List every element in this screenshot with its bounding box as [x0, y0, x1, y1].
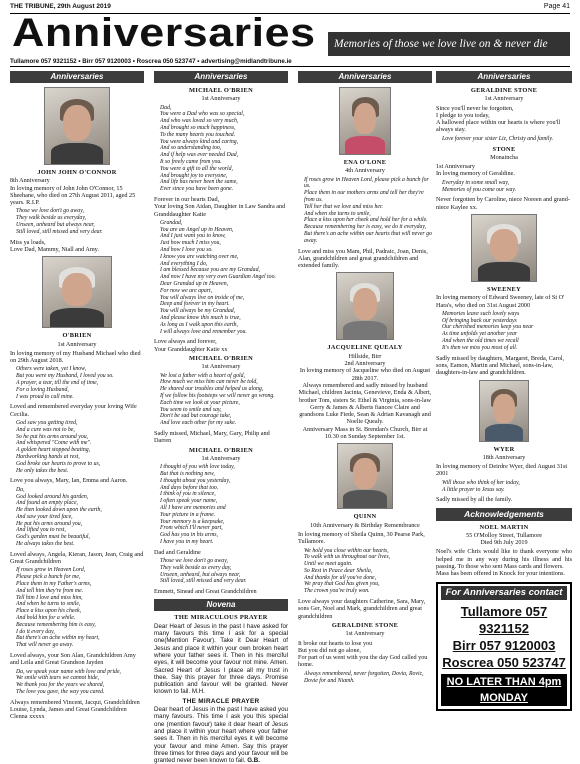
notice-signature: Forever in our hearts Dad, Your loving Son Aidan, Daughter in Law Sandra and Granddaughter Katie [154, 195, 286, 218]
notice-name: ENA O'LONE [343, 159, 387, 166]
column-1 [10, 71, 144, 727]
notice-text: In loving memory of Sheila Quinn, 30 Pearse Park, Tullamore. [298, 530, 425, 546]
notice-subtitle: 1st Anniversary [201, 363, 241, 371]
notice-signature: Love always your daughters Catherine, Sara, Mary, sons Ger, Noel and Mark, grandchildren and great grandchildren [298, 598, 426, 620]
notice-poem: Da, God looked around his garden, And found an empty place, He then looked down upon the earth, And saw your tired face, He put his arms around you, And lifted you to rest, God's garden must be beautiful, He always takes the best. [16, 486, 102, 548]
notice-name: SWEENEY [486, 285, 522, 293]
notice-poem: I thought of you with love today, But that is nothing new, I thought about you yesterday, And days before that too. I think of you in silence, I often speak your name, All I have are memories and Your picture in a frame. Your memory is a keepsake, From which I'll never part, God has you in his arms, I have you in my heart. [160, 464, 235, 545]
paper-date: THE TRIBUNE, 29th August 2019 [10, 3, 111, 10]
notice-subtitle: Monaincha [490, 153, 518, 161]
portrait-photo-oconnor [44, 87, 110, 165]
phone-roscrea: Roscrea 050 523747 [442, 654, 566, 670]
notice-subtitle: 1st Anniversary [201, 454, 241, 462]
notice-signature: Loved and remembered everyday your loving Wife Cecilia. [10, 403, 137, 418]
section-tagline: Memories of those we love live on & never die [328, 32, 570, 56]
notice-signature: Always remembered Vincent, Jacqui, Grandchildren Louise, Lynda, James and Great Grandchildren Clenna xxxxx [10, 698, 140, 721]
notice-poem: Those we love don't go away, They walk beside us everyday, Unseen, unheard but always near, Still loved, still missed and very dear. [16, 208, 103, 235]
notice-text: Since you'll never be forgotten, I pledge to you today, A hallowed place within our hearts is where you'll always stay. [436, 104, 561, 134]
notice-text: Noel's wife Chris would like to thank everyone who helped me in any way during his illness and his passing. To those who sent Mass cards and flowers. Mass has been offered in Knock for your intentions. [436, 548, 572, 578]
notice-poem: Dad, You were a Dad who was so special, And who was loved so very much, And brought so much happiness, To the many hearts you touched. You were always kind and caring, And so understanding too, And if help was ever needed Dad, It so freely came from you. You were a gift to all the world, And brought joy to everyone, And life has never been the same, Ever since you have been gone. [160, 104, 245, 193]
notice-text: Hillside, Birr 2nd Anniversary In loving memory of Jacqueline who died on August 28th 2017. Always remembered and sadly missed by husband Michael, children Jacinta, Genevieve, Enda & Albert, brother Tom, sisters Sr. Ethel & Virginia, sons-in-law Gerry & James & Alberts fiancee Claire and grandsons Luke Fiede, Sean & Adrian Kavanagh and Noelie Quealy. Anniversary Mass in St. Brendan's Church, Birr at 10.30 on Sunday September 1st. [298, 352, 432, 441]
notice-text: 1st Anniversary In loving memory of Geraldine. [436, 163, 515, 178]
prayer-text: Dear Heart of Jesus in the past I have asked for many favours this time I ask for a special one(Mention Favour). Take it Dear Heart of Jesus and place it within your own broken heart where your father sees it. Then in his merciful eyes, it will become your favour not mine. Amen. Sacred Heart of Jesus I place all my trust in thee. Say this prayer for three days. Promise publication and favour will be granted. Never known to fail. M.H. [154, 622, 288, 696]
notice-name: STONE [492, 145, 516, 153]
notice-text: In loving memory of Deirdre Wyer, died August 31st 2001 [436, 463, 568, 478]
notice-name: JACQUELINE QUEALY [327, 344, 403, 352]
portrait-photo-quinn [337, 443, 393, 509]
portrait-photo-wyer [479, 380, 529, 442]
prayer-title: THE MIRACULOUS PRAYER [174, 614, 268, 622]
notice-poem: Grandad, You are an Angel up in Heaven, And I just want you to know, Just how much I miss you, And how I love you so. I know you are watching over me, And everything I do, I am blessed because you are my Grandad, And now I have my very own Guardian Angel too. Dear Grandad up in Heaven, For now we are apart, You will always live on inside of me, Deep and forever in my heart. You will always be my Grandad, And please know this much is true, As long as I walk upon this earth, I will always love and remember you. [160, 219, 276, 335]
notice-poem: Will those who think of her today, A little prayer to Jesus say. [442, 479, 520, 493]
notice-text: 8th Anniversary In loving memory of John John O'Connor, 15 Sheehane, who died on 27th August 2011, aged 25 years. R.I.P. [10, 177, 136, 207]
notice-poem: Everyday in some small way, Memories of you come our way. [442, 179, 517, 193]
portrait-photo-quealy [336, 272, 394, 340]
notice-signature: Love you always, Mary, Ian, Emma and Aaron. [10, 477, 128, 485]
notice-subtitle: 55 O'Molloy Street, Tullamore Died 9th July 2019 [465, 531, 543, 547]
notice-subtitle: 1st Anniversary [57, 340, 97, 348]
column-2-header: Anniversaries [154, 71, 288, 83]
phone-birr: Birr 057 9120003 [452, 637, 556, 653]
notice-signature: Love and miss you Mam, Phil, Padraic, Joan, Denis, Alan, grandchildren and great grandchildren and extended family. [298, 247, 428, 270]
column-3 [298, 71, 432, 727]
notice-poem: We lost a father with a heart of gold, How much we miss him can never be told, He shared our troubles and helped us along, If we follow his footsteps we will never go wrong. Each time we look at your picture, You seem to smile and say, Don't be sad but courage take, And love each other for my sake. [160, 372, 275, 427]
notice-subtitle: 1st Anniversary [484, 95, 524, 103]
notice-poem: God saw you getting tired, And a cure was not to be, So he put his arms around you, And whispered "Come with me". A golden heart stopped beating, Hardworking hands at rest, God broke our hearts to prove to us, He only takes the best. [16, 420, 101, 474]
notice-signature: Dad and Geraldine [154, 548, 201, 556]
notice-poem: Always remembered, never forgotten, Dovia, Rovic, Dovie for and Niamh. [304, 670, 424, 684]
notice-name: GERALDINE STONE [331, 621, 399, 629]
notice-poem: If roses grow in Heaven Lord, Please pick a bunch for me, Place them in my Father's arms, And tell him they're from me. Tell him I love and miss him, And when he turns to smile, Place a kiss upon his cheek, And hold him for a while. Because remembering him is easy, I do it every day, But there's an ache within my heart, That will never go away. [16, 567, 100, 649]
prayer-initials: G.B. [247, 757, 260, 764]
portrait-photo-sweeney [471, 214, 537, 282]
notice-signature: Sadly missed by daughters, Margaret, Breda, Carol, sons, Eamon, Martin and Michael, sons-in-law, daughters-in-law and grandchildren. [436, 354, 565, 377]
advert-title: For Anniversaries contact [441, 586, 567, 600]
page-number: Page 41 [543, 3, 570, 10]
notice-signature: Emmett, Sinead and Great Grandchildren [154, 588, 257, 596]
notice-signature: Sadly missed, Michael, Mary, Gary, Philip and Darren [154, 429, 270, 445]
portrait-photo-olone [339, 87, 391, 155]
column-1-header: Anniversaries [10, 71, 144, 83]
notice-poem: Others were taken, yet I know, But you were my Husband, I loved you so. A prayer, a tear, till the end of time, For a loving Husband, I was proud to call mine. [16, 366, 114, 400]
acknowledgements-header: Acknowledgements [436, 508, 572, 521]
notice-subtitle: 1st Anniversary [345, 630, 385, 638]
notice-text: In loving memory of Edward Sweeney, late of St O' Hara's, who died on 31st August 2000 [436, 294, 565, 309]
section-title: Anniversaries [12, 11, 316, 55]
contact-bar: Tullamore 057 9321152 • Birr 057 9120003 • Roscrea 050 523747 • advertising@midlandtribune.ie [10, 56, 570, 67]
notice-signature: Loved always, your Son Alan, Grandchildren Amy and Leila and Great Grandson Jayden [10, 652, 136, 667]
notice-text: In loving memory of my Husband Michael who died on 29th August 2018. [10, 349, 141, 365]
notice-signature: Sadly missed by all the family. [436, 496, 513, 504]
notice-name: NOEL MARTIN [479, 523, 529, 531]
masthead [10, 13, 570, 57]
notice-name: MICHAEL O'BRIEN [189, 354, 253, 362]
notice-poem: We hold you close within our hearts, To walk with us throughout our lives, Until we meet again. So Rest in Peace dear Sheila, And thanks for all you've done, We pray that God has given you, The crown you've truly won. [304, 547, 391, 595]
novena-header: Novena [154, 599, 288, 611]
column-4-header: Anniversaries [436, 71, 572, 83]
notice-text: It broke our hearts to lose you But you did not go alone, For part of us went with you the day God called you home. [298, 639, 428, 669]
advert-deadline: NO LATER THAN 4pm MONDAY [441, 674, 567, 706]
contact-advert [436, 582, 572, 711]
notice-name: QUINN [353, 513, 377, 521]
notice-poem: Da, we speak your name with love and pride, We smile with tears we cannot hide, We thank you for the years we shared, The love you gave, the way you cared. [16, 668, 121, 696]
notice-subtitle: 10th Anniversary & Birthday Remembrance [310, 521, 420, 529]
column-3-header: Anniversaries [298, 71, 432, 83]
notice-name: MICHAEL O'BRIEN [189, 87, 253, 94]
notice-signature: Loved always, Angela, Kieran, Jason, Jean, Craig and Great Grandchildren [10, 550, 144, 566]
notice-signature: Miss ya loads, Love Dad, Mammy, Niall and Amy. [10, 238, 99, 253]
notice-name: WYER [493, 445, 515, 453]
notice-signature: Never forgotten by Caroline, niece Noreen and grand-niece Kaylee xx. [436, 196, 570, 211]
notice-subtitle: 18th Anniversary [482, 453, 526, 461]
advert-phone-tullamore [441, 603, 567, 637]
prayer-title: THE MIRACLE PRAYER [182, 697, 260, 705]
prayer-body: Dear heart of Jesus in the past I have asked you many favours. This time I ask you this special one (mention favour) take it dear heart of Jesus and place it within your heart where your father sees it. Then in his merciful eyes it will become your favour and mine Amen. Say this prayer three times for three days and your favour will be granted never been known to fail. [154, 706, 288, 764]
advert-phone-birr [441, 637, 567, 654]
prayer-text [154, 706, 288, 764]
notice-name: O'BRIEN [62, 332, 92, 340]
notice-poem: Those we love don't go away, They walk beside us every day, Unseen, unheard, but always near, Still loved, still missed and very dear. [160, 558, 247, 585]
notice-name: MICHAEL O'BRIEN [189, 446, 253, 454]
notice-signature: Love always and forever, Your Granddaughter Katie xx [154, 338, 228, 353]
advert-phone-roscrea [441, 654, 567, 671]
notice-name: JOHN JOHN O'CONNOR [37, 169, 117, 176]
column-2 [154, 71, 288, 764]
notice-poem: If roses grow in Heaven Lord, please pick a bunch for us. Place them in our mothers arms and tell her they're from us. Tell her that we love and miss her. And when she turns to smile, Place a kiss upon her cheek and hold her for a while. Because remembering her is easy, we do it everyday, But there's an ache within our hearts that will never go away. [304, 176, 432, 244]
notice-poem: Memories leave such lovely ways Of bringing back our yesterdays Our cherished memories keep you near As time unfolds yet another year And when the old times we recall It's then we miss you most of all. [442, 310, 534, 351]
phone-tullamore: Tullamore 057 9321152 [460, 603, 548, 636]
notice-subtitle: 4th Anniversary [345, 167, 385, 175]
notice-name: GERALDINE STONE [470, 87, 538, 94]
column-4 [436, 71, 572, 727]
notice-subtitle: 1st Anniversary [201, 95, 241, 103]
portrait-photo-obrien [42, 256, 112, 328]
notice-poem: Love forever your sister Liz, Christy and family. [442, 135, 554, 142]
